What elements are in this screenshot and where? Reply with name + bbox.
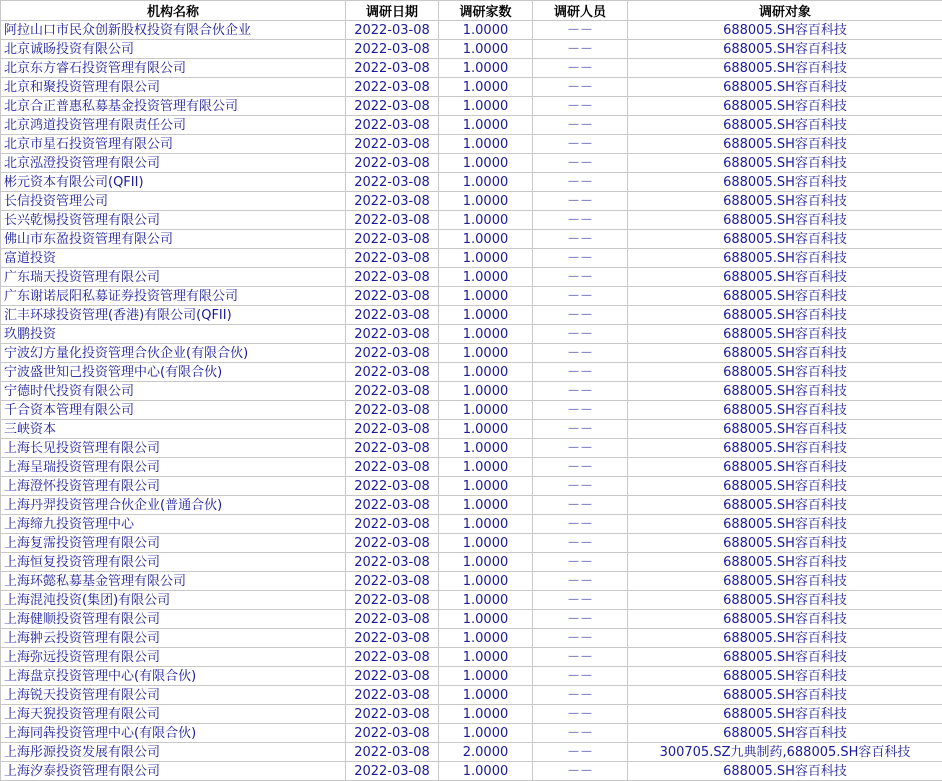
cell-count: 1.0000 — [439, 610, 533, 629]
cell-date: 2022-03-08 — [346, 363, 439, 382]
cell-institution: 富道投资 — [1, 249, 346, 268]
cell-personnel: －－ — [533, 534, 628, 553]
table-row[interactable] — [1, 344, 942, 363]
table-row[interactable] — [1, 325, 942, 344]
cell-count: 1.0000 — [439, 40, 533, 59]
cell-target: 688005.SH容百科技 — [628, 496, 942, 515]
cell-target: 688005.SH容百科技 — [628, 667, 942, 686]
table-row[interactable] — [1, 173, 942, 192]
table-row[interactable] — [1, 268, 942, 287]
cell-target: 688005.SH容百科技 — [628, 78, 942, 97]
cell-target: 688005.SH容百科技 — [628, 553, 942, 572]
cell-date: 2022-03-08 — [346, 667, 439, 686]
cell-target: 688005.SH容百科技 — [628, 572, 942, 591]
cell-date: 2022-03-08 — [346, 439, 439, 458]
cell-personnel: －－ — [533, 230, 628, 249]
cell-count: 1.0000 — [439, 648, 533, 667]
cell-count: 1.0000 — [439, 249, 533, 268]
cell-institution: 汇丰环球投资管理(香港)有限公司(QFII) — [1, 306, 346, 325]
table-row[interactable] — [1, 230, 942, 249]
cell-institution: 阿拉山口市民众创新股权投资有限合伙企业 — [1, 21, 346, 40]
cell-count: 1.0000 — [439, 344, 533, 363]
cell-target: 688005.SH容百科技 — [628, 363, 942, 382]
cell-count: 1.0000 — [439, 401, 533, 420]
cell-date: 2022-03-08 — [346, 743, 439, 762]
cell-personnel: －－ — [533, 439, 628, 458]
cell-institution: 上海同犇投资管理中心(有限合伙) — [1, 724, 346, 743]
cell-personnel: －－ — [533, 382, 628, 401]
table-row[interactable] — [1, 553, 942, 572]
cell-target: 688005.SH容百科技 — [628, 192, 942, 211]
cell-institution: 北京市星石投资管理有限公司 — [1, 135, 346, 154]
cell-institution: 上海锐天投资管理有限公司 — [1, 686, 346, 705]
table-row[interactable] — [1, 667, 942, 686]
cell-target: 688005.SH容百科技 — [628, 325, 942, 344]
cell-count: 1.0000 — [439, 705, 533, 724]
cell-date: 2022-03-08 — [346, 553, 439, 572]
cell-institution: 北京东方睿石投资管理有限公司 — [1, 59, 346, 78]
cell-count: 1.0000 — [439, 135, 533, 154]
cell-institution: 宁波幻方量化投资管理合伙企业(有限合伙) — [1, 344, 346, 363]
cell-personnel: －－ — [533, 154, 628, 173]
cell-date: 2022-03-08 — [346, 306, 439, 325]
cell-count: 1.0000 — [439, 591, 533, 610]
cell-target: 688005.SH容百科技 — [628, 382, 942, 401]
cell-target: 688005.SH容百科技 — [628, 534, 942, 553]
table-row[interactable] — [1, 59, 942, 78]
column-header-institution[interactable]: 机构名称 — [1, 1, 346, 21]
cell-target: 688005.SH容百科技 — [628, 591, 942, 610]
cell-target: 688005.SH容百科技 — [628, 458, 942, 477]
cell-count: 1.0000 — [439, 59, 533, 78]
cell-institution: 上海混沌投资(集团)有限公司 — [1, 591, 346, 610]
table-row[interactable] — [1, 78, 942, 97]
cell-institution: 北京鸿道投资管理有限责任公司 — [1, 116, 346, 135]
cell-personnel: －－ — [533, 667, 628, 686]
cell-count: 2.0000 — [439, 743, 533, 762]
cell-institution: 上海澄怀投资管理有限公司 — [1, 477, 346, 496]
table-row[interactable] — [1, 420, 942, 439]
cell-institution: 上海丹羿投资管理合伙企业(普通合伙) — [1, 496, 346, 515]
cell-count: 1.0000 — [439, 287, 533, 306]
cell-personnel: －－ — [533, 59, 628, 78]
cell-target: 688005.SH容百科技 — [628, 439, 942, 458]
cell-personnel: －－ — [533, 401, 628, 420]
table-row[interactable] — [1, 192, 942, 211]
cell-institution: 上海健顺投资管理有限公司 — [1, 610, 346, 629]
cell-institution: 上海翀云投资管理有限公司 — [1, 629, 346, 648]
cell-personnel: －－ — [533, 496, 628, 515]
cell-count: 1.0000 — [439, 268, 533, 287]
cell-personnel: －－ — [533, 629, 628, 648]
cell-count: 1.0000 — [439, 572, 533, 591]
cell-date: 2022-03-08 — [346, 287, 439, 306]
cell-target: 688005.SH容百科技 — [628, 135, 942, 154]
cell-target: 688005.SH容百科技 — [628, 59, 942, 78]
cell-institution: 北京泓澄投资管理有限公司 — [1, 154, 346, 173]
cell-count: 1.0000 — [439, 439, 533, 458]
cell-date: 2022-03-08 — [346, 249, 439, 268]
cell-institution: 彬元资本有限公司(QFII) — [1, 173, 346, 192]
cell-count: 1.0000 — [439, 78, 533, 97]
table-row[interactable] — [1, 287, 942, 306]
cell-count: 1.0000 — [439, 458, 533, 477]
cell-target: 688005.SH容百科技 — [628, 762, 942, 781]
cell-institution: 千合资本管理有限公司 — [1, 401, 346, 420]
cell-date: 2022-03-08 — [346, 724, 439, 743]
cell-personnel: －－ — [533, 420, 628, 439]
cell-target: 688005.SH容百科技 — [628, 173, 942, 192]
cell-personnel: －－ — [533, 762, 628, 781]
cell-personnel: －－ — [533, 591, 628, 610]
cell-personnel: －－ — [533, 173, 628, 192]
cell-date: 2022-03-08 — [346, 762, 439, 781]
cell-count: 1.0000 — [439, 173, 533, 192]
cell-target: 688005.SH容百科技 — [628, 477, 942, 496]
table-row[interactable] — [1, 572, 942, 591]
cell-count: 1.0000 — [439, 629, 533, 648]
table-row[interactable] — [1, 515, 942, 534]
cell-personnel: －－ — [533, 249, 628, 268]
cell-personnel: －－ — [533, 287, 628, 306]
cell-date: 2022-03-08 — [346, 382, 439, 401]
cell-target: 688005.SH容百科技 — [628, 344, 942, 363]
column-header-target[interactable]: 调研对象 — [628, 1, 942, 21]
cell-count: 1.0000 — [439, 154, 533, 173]
table-row[interactable] — [1, 762, 942, 781]
cell-personnel: －－ — [533, 325, 628, 344]
cell-date: 2022-03-08 — [346, 173, 439, 192]
cell-target: 688005.SH容百科技 — [628, 705, 942, 724]
cell-institution: 宁德时代投资有限公司 — [1, 382, 346, 401]
table-row[interactable] — [1, 135, 942, 154]
table-row[interactable] — [1, 629, 942, 648]
cell-personnel: －－ — [533, 116, 628, 135]
column-header-count[interactable]: 调研家数 — [439, 1, 533, 21]
cell-target: 688005.SH容百科技 — [628, 97, 942, 116]
cell-date: 2022-03-08 — [346, 78, 439, 97]
cell-institution: 上海环懿私募基金管理有限公司 — [1, 572, 346, 591]
cell-count: 1.0000 — [439, 192, 533, 211]
cell-count: 1.0000 — [439, 477, 533, 496]
cell-date: 2022-03-08 — [346, 192, 439, 211]
cell-institution: 佛山市东盈投资管理有限公司 — [1, 230, 346, 249]
table-row[interactable] — [1, 496, 942, 515]
cell-count: 1.0000 — [439, 420, 533, 439]
cell-date: 2022-03-08 — [346, 515, 439, 534]
cell-personnel: －－ — [533, 477, 628, 496]
cell-date: 2022-03-08 — [346, 610, 439, 629]
cell-target: 688005.SH容百科技 — [628, 21, 942, 40]
table-row[interactable] — [1, 401, 942, 420]
cell-target: 688005.SH容百科技 — [628, 515, 942, 534]
table-row[interactable] — [1, 97, 942, 116]
cell-target: 688005.SH容百科技 — [628, 610, 942, 629]
cell-institution: 三峡资本 — [1, 420, 346, 439]
cell-personnel: －－ — [533, 192, 628, 211]
cell-date: 2022-03-08 — [346, 705, 439, 724]
cell-target: 688005.SH容百科技 — [628, 249, 942, 268]
cell-personnel: －－ — [533, 268, 628, 287]
cell-count: 1.0000 — [439, 97, 533, 116]
cell-count: 1.0000 — [439, 211, 533, 230]
table-row[interactable] — [1, 648, 942, 667]
column-header-date[interactable]: 调研日期 — [346, 1, 439, 21]
cell-count: 1.0000 — [439, 534, 533, 553]
table-row[interactable] — [1, 306, 942, 325]
cell-date: 2022-03-08 — [346, 420, 439, 439]
cell-personnel: －－ — [533, 610, 628, 629]
cell-personnel: －－ — [533, 458, 628, 477]
cell-date: 2022-03-08 — [346, 59, 439, 78]
cell-count: 1.0000 — [439, 724, 533, 743]
cell-personnel: －－ — [533, 135, 628, 154]
cell-institution: 北京合正普惠私募基金投资管理有限公司 — [1, 97, 346, 116]
table-row[interactable] — [1, 382, 942, 401]
cell-target: 300705.SZ九典制药,688005.SH容百科技 — [628, 743, 942, 762]
cell-target: 688005.SH容百科技 — [628, 724, 942, 743]
table-row[interactable] — [1, 211, 942, 230]
cell-personnel: －－ — [533, 363, 628, 382]
table-header — [1, 1, 942, 21]
table-row[interactable] — [1, 743, 942, 762]
cell-institution: 上海长见投资管理有限公司 — [1, 439, 346, 458]
cell-target: 688005.SH容百科技 — [628, 268, 942, 287]
cell-institution: 玖鹏投资 — [1, 325, 346, 344]
cell-personnel: －－ — [533, 743, 628, 762]
cell-count: 1.0000 — [439, 363, 533, 382]
cell-target: 688005.SH容百科技 — [628, 154, 942, 173]
table-row[interactable] — [1, 591, 942, 610]
cell-personnel: －－ — [533, 553, 628, 572]
cell-target: 688005.SH容百科技 — [628, 287, 942, 306]
cell-institution: 宁波盛世知己投资管理中心(有限合伙) — [1, 363, 346, 382]
cell-institution: 上海汐泰投资管理有限公司 — [1, 762, 346, 781]
cell-target: 688005.SH容百科技 — [628, 230, 942, 249]
table-row[interactable] — [1, 21, 942, 40]
cell-target: 688005.SH容百科技 — [628, 306, 942, 325]
cell-count: 1.0000 — [439, 667, 533, 686]
cell-count: 1.0000 — [439, 762, 533, 781]
cell-date: 2022-03-08 — [346, 116, 439, 135]
cell-personnel: －－ — [533, 97, 628, 116]
cell-personnel: －－ — [533, 572, 628, 591]
cell-target: 688005.SH容百科技 — [628, 116, 942, 135]
cell-target: 688005.SH容百科技 — [628, 420, 942, 439]
cell-institution: 上海盘京投资管理中心(有限合伙) — [1, 667, 346, 686]
cell-count: 1.0000 — [439, 230, 533, 249]
table-row[interactable] — [1, 610, 942, 629]
cell-count: 1.0000 — [439, 306, 533, 325]
cell-date: 2022-03-08 — [346, 21, 439, 40]
cell-personnel: －－ — [533, 705, 628, 724]
cell-institution: 上海呈瑞投资管理有限公司 — [1, 458, 346, 477]
cell-target: 688005.SH容百科技 — [628, 686, 942, 705]
cell-personnel: －－ — [533, 78, 628, 97]
cell-institution: 上海彤源投资发展有限公司 — [1, 743, 346, 762]
cell-institution: 上海天猊投资管理有限公司 — [1, 705, 346, 724]
cell-institution: 广东谢诺辰阳私募证券投资管理有限公司 — [1, 287, 346, 306]
table-row[interactable] — [1, 363, 942, 382]
cell-count: 1.0000 — [439, 553, 533, 572]
table-body — [1, 21, 942, 781]
cell-target: 688005.SH容百科技 — [628, 40, 942, 59]
table-row[interactable] — [1, 116, 942, 135]
cell-date: 2022-03-08 — [346, 230, 439, 249]
cell-date: 2022-03-08 — [346, 344, 439, 363]
table-row[interactable] — [1, 458, 942, 477]
cell-target: 688005.SH容百科技 — [628, 211, 942, 230]
cell-date: 2022-03-08 — [346, 135, 439, 154]
cell-date: 2022-03-08 — [346, 268, 439, 287]
cell-count: 1.0000 — [439, 382, 533, 401]
cell-personnel: －－ — [533, 724, 628, 743]
cell-date: 2022-03-08 — [346, 211, 439, 230]
cell-date: 2022-03-08 — [346, 648, 439, 667]
table-row[interactable] — [1, 154, 942, 173]
cell-target: 688005.SH容百科技 — [628, 648, 942, 667]
cell-institution: 北京诚旸投资有限公司 — [1, 40, 346, 59]
cell-date: 2022-03-08 — [346, 325, 439, 344]
header-row — [1, 1, 942, 21]
cell-institution: 上海恒复投资管理有限公司 — [1, 553, 346, 572]
cell-count: 1.0000 — [439, 496, 533, 515]
cell-target: 688005.SH容百科技 — [628, 629, 942, 648]
cell-count: 1.0000 — [439, 116, 533, 135]
cell-personnel: －－ — [533, 686, 628, 705]
cell-personnel: －－ — [533, 21, 628, 40]
cell-count: 1.0000 — [439, 325, 533, 344]
table-row[interactable] — [1, 477, 942, 496]
cell-institution: 长信投资管理公司 — [1, 192, 346, 211]
cell-personnel: －－ — [533, 211, 628, 230]
table-row[interactable] — [1, 705, 942, 724]
cell-date: 2022-03-08 — [346, 458, 439, 477]
cell-institution: 广东瑞天投资管理有限公司 — [1, 268, 346, 287]
table-row[interactable] — [1, 40, 942, 59]
cell-count: 1.0000 — [439, 21, 533, 40]
cell-date: 2022-03-08 — [346, 572, 439, 591]
cell-date: 2022-03-08 — [346, 401, 439, 420]
cell-date: 2022-03-08 — [346, 154, 439, 173]
column-header-personnel[interactable]: 调研人员 — [533, 1, 628, 21]
cell-personnel: －－ — [533, 306, 628, 325]
table-row[interactable] — [1, 686, 942, 705]
cell-target: 688005.SH容百科技 — [628, 401, 942, 420]
cell-institution: 长兴乾惕投资管理有限公司 — [1, 211, 346, 230]
cell-institution: 上海弥远投资管理有限公司 — [1, 648, 346, 667]
cell-date: 2022-03-08 — [346, 629, 439, 648]
cell-date: 2022-03-08 — [346, 686, 439, 705]
cell-institution: 北京和聚投资管理有限公司 — [1, 78, 346, 97]
cell-count: 1.0000 — [439, 515, 533, 534]
cell-date: 2022-03-08 — [346, 496, 439, 515]
cell-personnel: －－ — [533, 40, 628, 59]
cell-date: 2022-03-08 — [346, 97, 439, 116]
cell-date: 2022-03-08 — [346, 534, 439, 553]
cell-date: 2022-03-08 — [346, 40, 439, 59]
cell-institution: 上海缔九投资管理中心 — [1, 515, 346, 534]
table-row[interactable] — [1, 249, 942, 268]
cell-date: 2022-03-08 — [346, 477, 439, 496]
cell-personnel: －－ — [533, 344, 628, 363]
cell-count: 1.0000 — [439, 686, 533, 705]
cell-personnel: －－ — [533, 648, 628, 667]
cell-date: 2022-03-08 — [346, 591, 439, 610]
table-row[interactable] — [1, 724, 942, 743]
table-row[interactable] — [1, 439, 942, 458]
table-row[interactable] — [1, 534, 942, 553]
cell-personnel: －－ — [533, 515, 628, 534]
cell-institution: 上海复霈投资管理有限公司 — [1, 534, 346, 553]
